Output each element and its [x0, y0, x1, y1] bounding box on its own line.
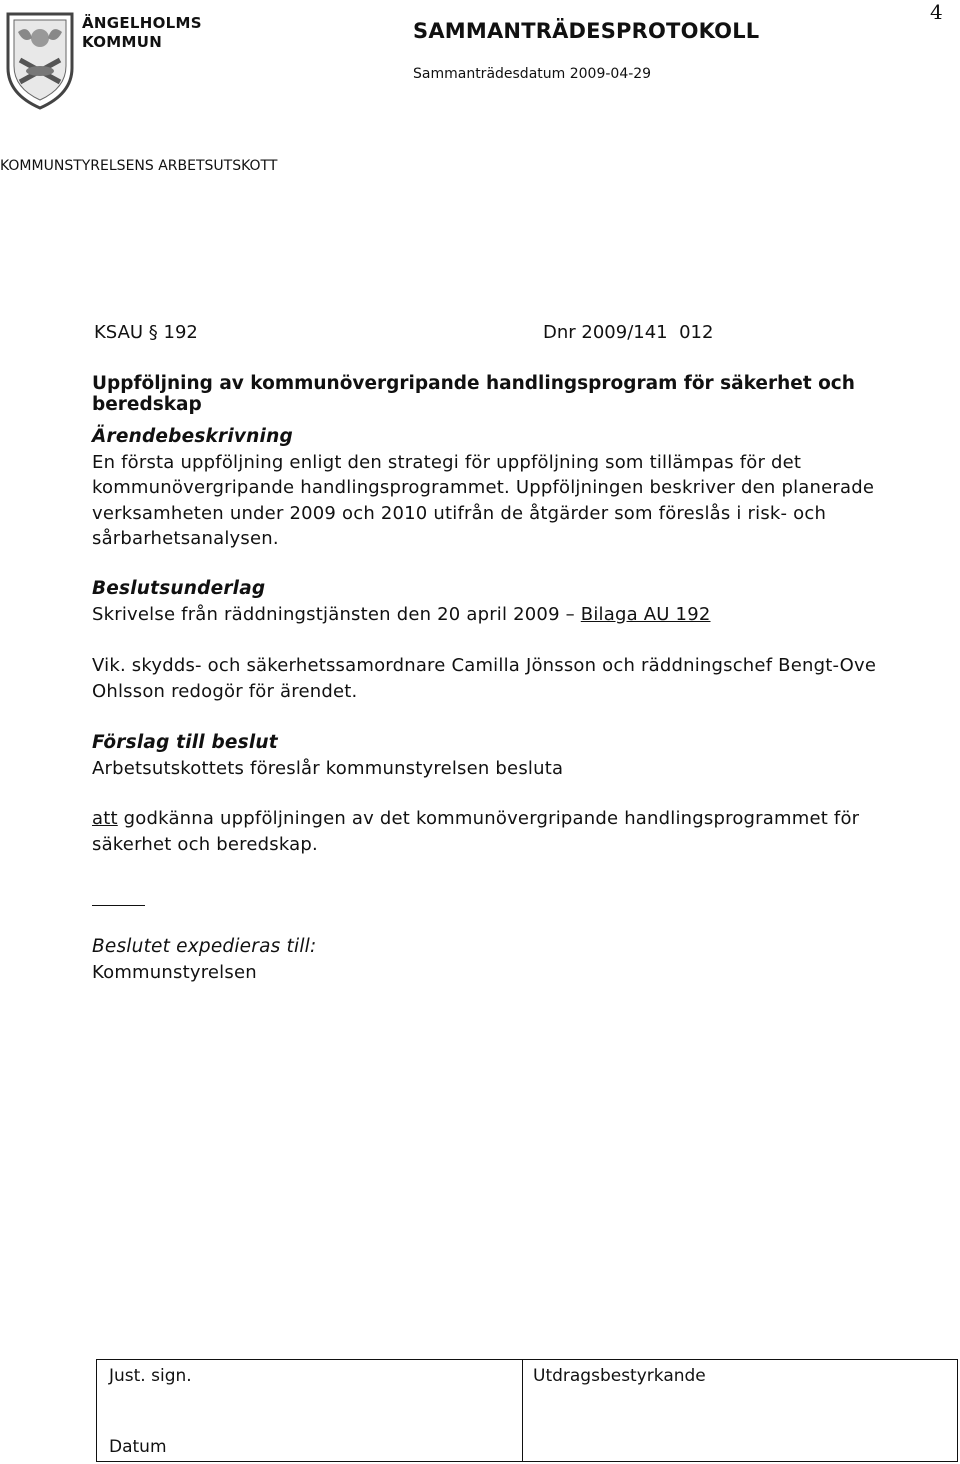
expedieras-title: Beslutet expedieras till:	[92, 936, 317, 957]
committee-name: KOMMUNSTYRELSENS ARBETSUTSKOTT	[0, 158, 278, 174]
separator-line	[92, 905, 145, 906]
forslag-section	[92, 730, 942, 857]
att-clause	[92, 806, 942, 857]
utdragsbestyrkande-cell	[523, 1360, 958, 1462]
page-number: 4	[930, 0, 943, 24]
datum-label: Datum	[109, 1437, 167, 1457]
forslag-title: Förslag till beslut	[92, 732, 278, 753]
case-heading: Uppföljning av kommunövergripande handlingsprogram för säkerhet och beredskap	[92, 373, 855, 415]
utdragsbestyrkande-label: Utdragsbestyrkande	[533, 1366, 706, 1386]
bilaga-link[interactable]: Bilaga AU 192	[580, 603, 711, 625]
expedieras-section	[92, 934, 942, 985]
case-number: Dnr 2009/141 012	[543, 322, 714, 343]
arendebeskrivning-text: En första uppföljning enligt den strategi för uppföljning som tillämpas för det kommunövergripande handlingsprogrammet. Uppföljningen beskriver den planerade verksamheten under 2009 och 2010 utifrån de åtgärder som föreslås i risk- och sårbarhetsanalysen.	[92, 451, 875, 549]
forslag-text: Arbetsutskottets föreslår kommunstyrelsen besluta	[92, 757, 564, 779]
beslutsunderlag-text: Skrivelse från räddningstjänsten den 20 april 2009 –	[92, 603, 575, 625]
expedieras-recipient: Kommunstyrelsen	[92, 961, 257, 983]
arendebeskrivning-section	[92, 424, 942, 552]
att-text: godkänna uppföljningen av det kommunövergripande handlingsprogrammet för säkerhet och beredskap.	[92, 808, 860, 855]
arendebeskrivning-title: Ärendebeskrivning	[92, 426, 293, 447]
org-name-line2: KOMMUN	[82, 33, 163, 51]
att-word: att	[92, 808, 118, 829]
beslutsunderlag-line	[92, 602, 942, 628]
document-title: SAMMANTRÄDESPROTOKOLL	[413, 19, 760, 43]
signature-box	[96, 1359, 958, 1462]
meeting-date: Sammanträdesdatum 2009-04-29	[413, 66, 652, 82]
presentation-text: Vik. skydds- och säkerhetssamordnare Camilla Jönsson och räddningschef Bengt-Ove Ohlsson redogör för ärendet.	[92, 655, 877, 702]
municipality-coat-of-arms-logo	[2, 10, 78, 110]
just-sign-label: Just. sign.	[109, 1366, 192, 1386]
beslutsunderlag-title: Beslutsunderlag	[92, 578, 266, 599]
organization-name	[82, 14, 202, 52]
beslutsunderlag-section	[92, 576, 942, 627]
org-name-line1: ÄNGELHOLMS	[82, 14, 202, 32]
paragraph-id: KSAU § 192	[94, 322, 198, 343]
just-sign-cell	[97, 1360, 523, 1462]
